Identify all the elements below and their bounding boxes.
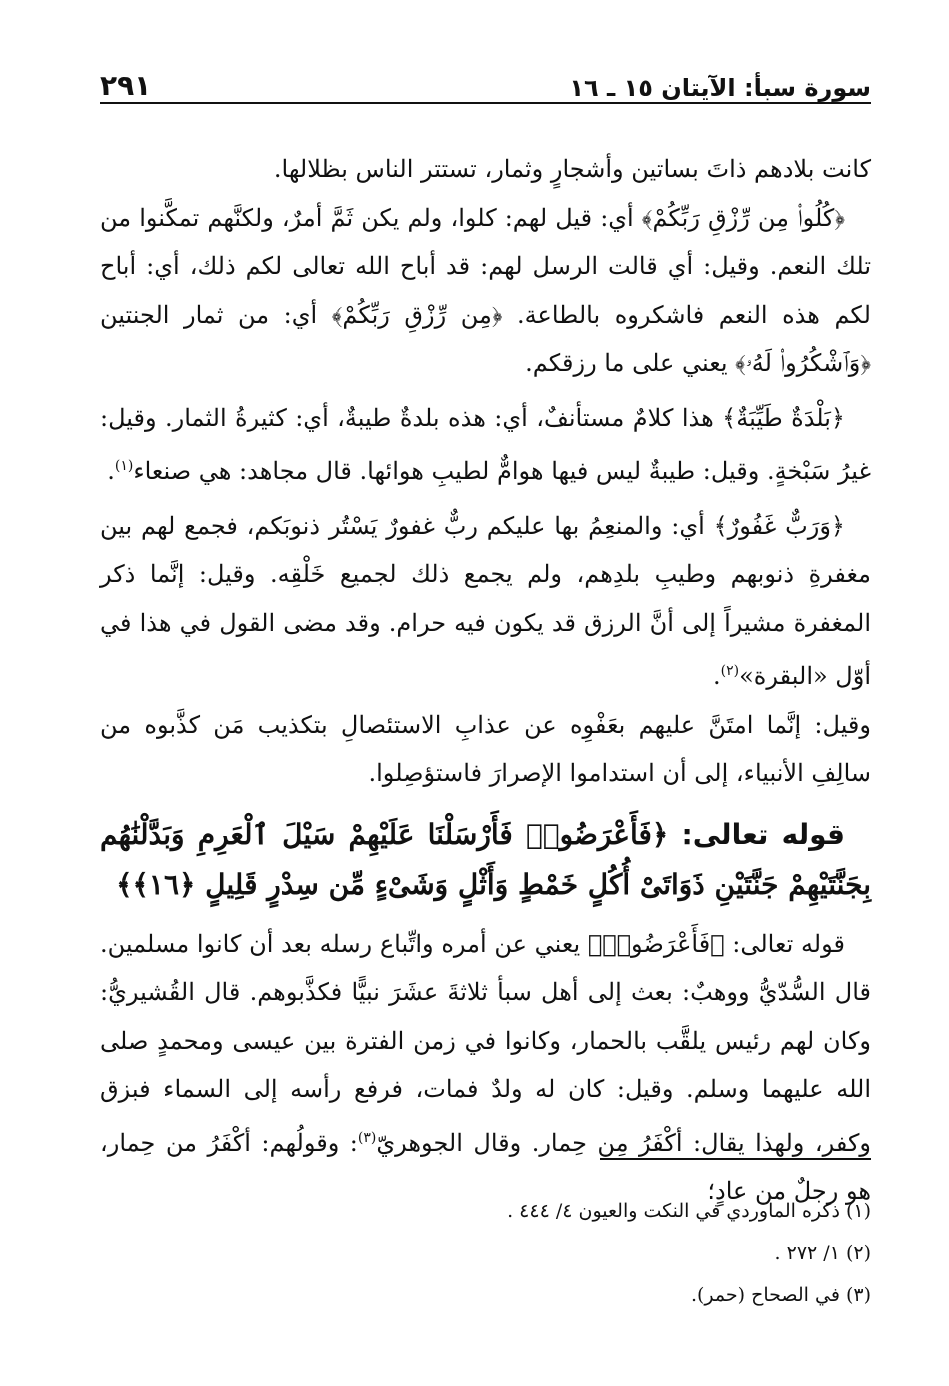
paragraph-2-text: ﴿كُلُوا۟ مِن رِّزْقِ رَبِّكُمْ﴾ أي: قيل لهم: كلوا، ولم يكن ثَمَّ أمرٌ، ولكنَّهم تمكَّنوا من تلك النعم. وقيل: أي قالت الرسل لهم: قد أباح الله تعالى لكم ذلك، أي: أباح لكم هذه النعم فاشكروه بالطاعة. ﴿مِن رِّزْقِ رَبِّكُمْ﴾ أي: من ثمار الجنتين ﴿وَٱشْكُرُوا۟ لَهُۥ﴾ يعني على ما رزقكم.: [100, 203, 871, 377]
footnote-3: (٣) في الصحاح (حمر).: [690, 1284, 871, 1306]
paragraph-6: [100, 920, 871, 1216]
footnote-rule: [600, 1158, 871, 1160]
verse-text: ﴿فَأَعْرَضُوا۟ فَأَرْسَلْنَا عَلَيْهِمْ سَيْلَ ٱلْعَرِمِ وَبَدَّلْنَٰهُم بِجَنَّتَيْهِمْ جَنَّتَيْنِ ذَوَاتَىْ أُكُلٍ خَمْطٍ وَأَثْلٍ وَشَىْءٍ مِّن سِدْرٍ قَلِيلٍ ﴿١٦﴾﴾: [100, 817, 871, 901]
paragraph-1-text: كانت بلادهم ذاتَ بساتين وأشجارٍ وثمار، تستتر الناس بظلالها.: [273, 155, 871, 183]
paragraph-5: [100, 701, 871, 798]
paragraph-6-end: : وقولُهم: أكْفَرُ من حِمار، هو رجلٌ من عادٍ؛: [100, 1128, 871, 1205]
footnotes: [100, 1190, 871, 1316]
paragraph-2: [100, 194, 871, 388]
paragraph-4-end: .: [713, 662, 721, 690]
footnote-2: (٢) ١/ ٢٧٢ .: [774, 1242, 871, 1264]
paragraph-3: [100, 394, 871, 496]
header-rule: [100, 102, 871, 104]
page-number: ٢٩١: [100, 69, 152, 102]
paragraph-3-end: .: [107, 457, 115, 485]
verse-lead: قوله تعالى:: [681, 817, 845, 851]
footnote-1: (١) ذكره الماوردي في النكت والعيون ٤/ ٤٤٤ .: [507, 1200, 871, 1222]
footnote-ref-3: (٣): [357, 1129, 377, 1146]
footnote-ref-2: (٢): [720, 663, 740, 679]
page-header: [100, 66, 871, 102]
running-title: سورة سبأ: الآيتان ١٥ ـ ١٦: [569, 74, 871, 102]
page-body: [100, 145, 871, 1216]
quran-verse: [100, 810, 871, 910]
footnote-ref-1: (١): [114, 458, 134, 474]
paragraph-3-text: ﴿بَلْدَةٌ طَيِّبَةٌ﴾ هذا كلامٌ مستأنفٌ، أي: هذه بلدةٌ طيبةٌ، أي: كثيرةُ الثمار. وقيل: غيرُ سَبْخةٍ. وقيل: طيبةٌ ليس فيها هوامٌّ لطيبِ هوائها. قال مجاهد: هي صنعاء: [100, 403, 871, 485]
paragraph-4-text: ﴿وَرَبٌّ غَفُورٌ﴾ أي: والمنعِمُ بها عليكم ربٌّ غفورٌ يَسْتُر ذنوبَكم، فجمع لهم بين مغفرةِ ذنوبهم وطيبِ بلدِهم، ولم يجمع ذلك لجميع خَلْقِه. وقيل: إنَّما ذكر المغفرة مشيراً إلى أنَّ الرزق قد يكون فيه حرام. وقد مضى القول في هذا في أوّل «البقرة»: [100, 511, 871, 690]
paragraph-1: [100, 145, 871, 194]
paragraph-4: [100, 502, 871, 701]
paragraph-5-text: وقيل: إنَّما امتَنَّ عليهم بعَفْوِه عن عذابِ الاستئصالِ بتكذيب مَن كذَّبوه من سالِفِ الأنبياء، إلى أن استداموا الإصرارَ فاستؤصِلوا.: [100, 710, 871, 787]
paragraph-6-text: قوله تعالى: ﴿فَأَعْرَضُوا۟﴾ يعني عن أمره واتِّباع رسله بعد أن كانوا مسلمين. قال السُّدّيُّ ووهبٌ: بعث إلى أهل سبأ ثلاثةَ عشَرَ نبيًّا فكذَّبوهم. قال القُشيريُّ: وكان لهم رئيس يلقَّب بالحمار، وكانوا في زمن الفترة بين عيسى ومحمدٍ صلى الله عليهما وسلم. وقيل: كان له ولدٌ فمات، فرفع رأسه إلى السماء فبزق وكفر، ولهذا يقال: أكْفَرُ مِن حِمار. وقال الجوهريّ: [100, 929, 871, 1157]
